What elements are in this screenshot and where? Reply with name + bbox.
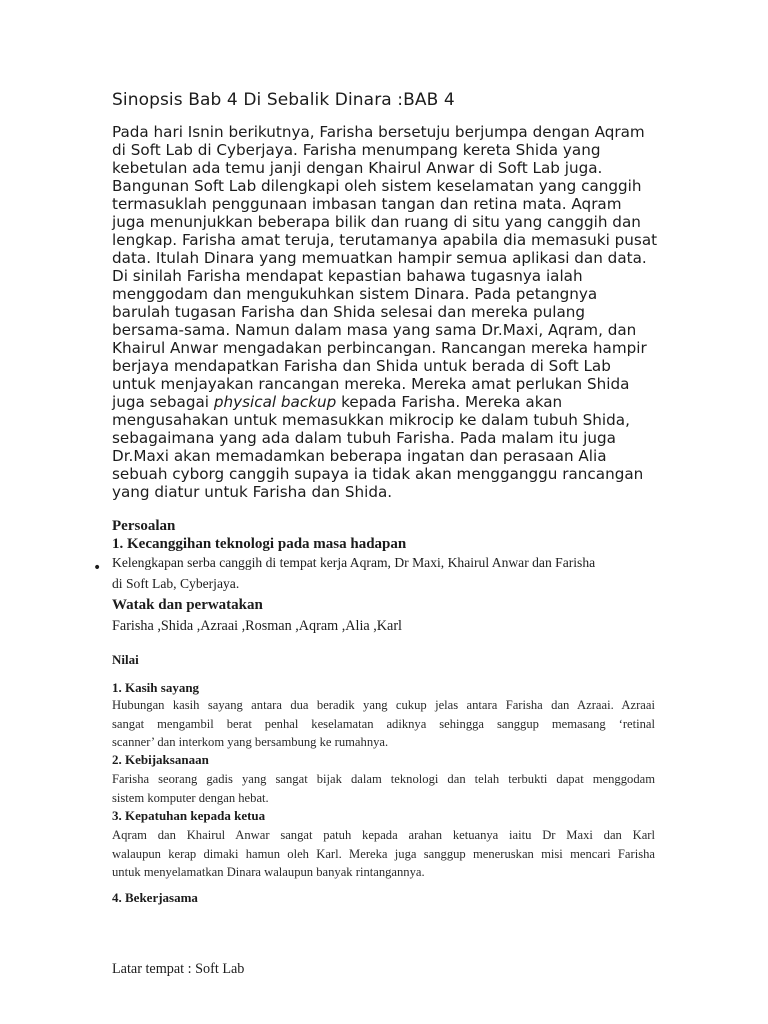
synopsis-line: sebuah cyborg canggih supaya ia tidak akan mengganggu rancangan <box>112 465 644 483</box>
nilai-line: scanner’ dan interkom yang bersambung ke rumahnya. <box>112 735 389 749</box>
synopsis-paragraph <box>112 123 672 501</box>
nilai-line: sistem komputer dengan hebat. <box>112 790 269 805</box>
nilai-item-text <box>112 770 655 807</box>
synopsis-line: Khairul Anwar mengadakan perbincangan. Rancangan mereka hampir <box>112 339 647 357</box>
page-title: Sinopsis Bab 4 Di Sebalik Dinara :BAB 4 <box>112 90 455 110</box>
bullet-icon: • <box>93 560 102 576</box>
synopsis-line: yang diatur untuk Farisha dan Shida. <box>112 483 393 501</box>
persoalan-heading: Persoalan <box>112 518 176 534</box>
synopsis-text: juga sebagai <box>112 393 214 411</box>
nilai-line: Farisha seorang gadis yang sangat bijak dalam teknologi dan telah terbukti dapat menggodam <box>112 772 655 786</box>
synopsis-line: kebetulan ada temu janji dengan Khairul Anwar di Soft Lab juga. <box>112 159 603 177</box>
persoalan-item-heading: 1. Kecanggihan teknologi pada masa hadapan <box>112 536 407 552</box>
nilai-line: Aqram dan Khairul Anwar sangat patuh kepada arahan ketuanya iaitu Dr Maxi dan Karl <box>112 828 655 842</box>
nilai-item-heading: 4. Bekerjasama <box>112 890 198 905</box>
nilai-item-text <box>112 696 655 752</box>
synopsis-line: juga menunjukkan beberapa bilik dan ruang di situ yang canggih dan <box>112 213 641 231</box>
synopsis-line <box>112 393 672 411</box>
latar-tempat: Latar tempat : Soft Lab <box>112 961 245 977</box>
nilai-line: sangat mengambil berat penhal keselamatan adiknya sehingga sanggup memasang ‘retinal <box>112 716 655 731</box>
synopsis-line: termasuklah penggunaan imbasan tangan dan retina mata. Aqram <box>112 195 622 213</box>
synopsis-line: untuk menjayakan rancangan mereka. Mereka amat perlukan Shida <box>112 375 630 393</box>
watak-names: Farisha ,Shida ,Azraai ,Rosman ,Aqram ,Alia ,Karl <box>112 618 402 634</box>
synopsis-line: bersama-sama. Namun dalam masa yang sama Dr.Maxi, Aqram, dan <box>112 321 637 339</box>
nilai-item-heading: 3. Kepatuhan kepada ketua <box>112 808 266 823</box>
persoalan-bullet-text: Kelengkapan serba canggih di tempat kerja Aqram, Dr Maxi, Khairul Anwar dan Farisha <box>112 555 596 570</box>
synopsis-line: Pada hari Isnin berikutnya, Farisha bersetuju berjumpa dengan Aqram <box>112 123 645 141</box>
watak-heading: Watak dan perwatakan <box>112 597 263 613</box>
synopsis-italic-term: physical backup <box>213 393 337 411</box>
nilai-item-text <box>112 826 655 882</box>
persoalan-bullet-text: di Soft Lab, Cyberjaya. <box>112 576 240 591</box>
nilai-line: untuk menyelamatkan Dinara walaupun banyak rintangannya. <box>112 865 425 879</box>
synopsis-line: Dr.Maxi akan memadamkan beberapa ingatan dan perasaan Alia <box>112 447 607 465</box>
synopsis-line: berjaya mendapatkan Farisha dan Shida untuk berada di Soft Lab <box>112 357 611 375</box>
synopsis-line: di Soft Lab di Cyberjaya. Farisha menumpang kereta Shida yang <box>112 141 601 159</box>
synopsis-line: mengusahakan untuk memasukkan mikrocip ke dalam tubuh Shida, <box>112 411 630 429</box>
synopsis-line: barulah tugasan Farisha dan Shida selesai dan mereka pulang <box>112 303 586 321</box>
nilai-item-heading: 2. Kebijaksanaan <box>112 752 209 767</box>
nilai-heading: Nilai <box>112 652 139 667</box>
synopsis-line: sebagaimana yang ada dalam tubuh Farisha. Pada malam itu juga <box>112 429 616 447</box>
synopsis-text: kepada Farisha. Mereka akan <box>336 393 563 411</box>
synopsis-line: menggodam dan mengukuhkan sistem Dinara. Pada petangnya <box>112 285 598 303</box>
synopsis-line: Bangunan Soft Lab dilengkapi oleh sistem keselamatan yang canggih <box>112 177 642 195</box>
synopsis-line: Di sinilah Farisha mendapat kepastian bahawa tugasnya ialah <box>112 267 583 285</box>
synopsis-line: lengkap. Farisha amat teruja, terutamanya apabila dia memasuki pusat <box>112 231 658 249</box>
nilai-item-heading: 1. Kasih sayang <box>112 680 200 695</box>
nilai-line: walaupun kerap dimaki hamun oleh Karl. Mereka juga sanggup meneruskan misi mencari Farisha <box>112 846 655 861</box>
synopsis-line: data. Itulah Dinara yang memuatkan hampir semua aplikasi dan data. <box>112 249 647 267</box>
nilai-line: Hubungan kasih sayang antara dua beradik yang cukup jelas antara Farisha dan Azraai. Azraai <box>112 698 655 712</box>
